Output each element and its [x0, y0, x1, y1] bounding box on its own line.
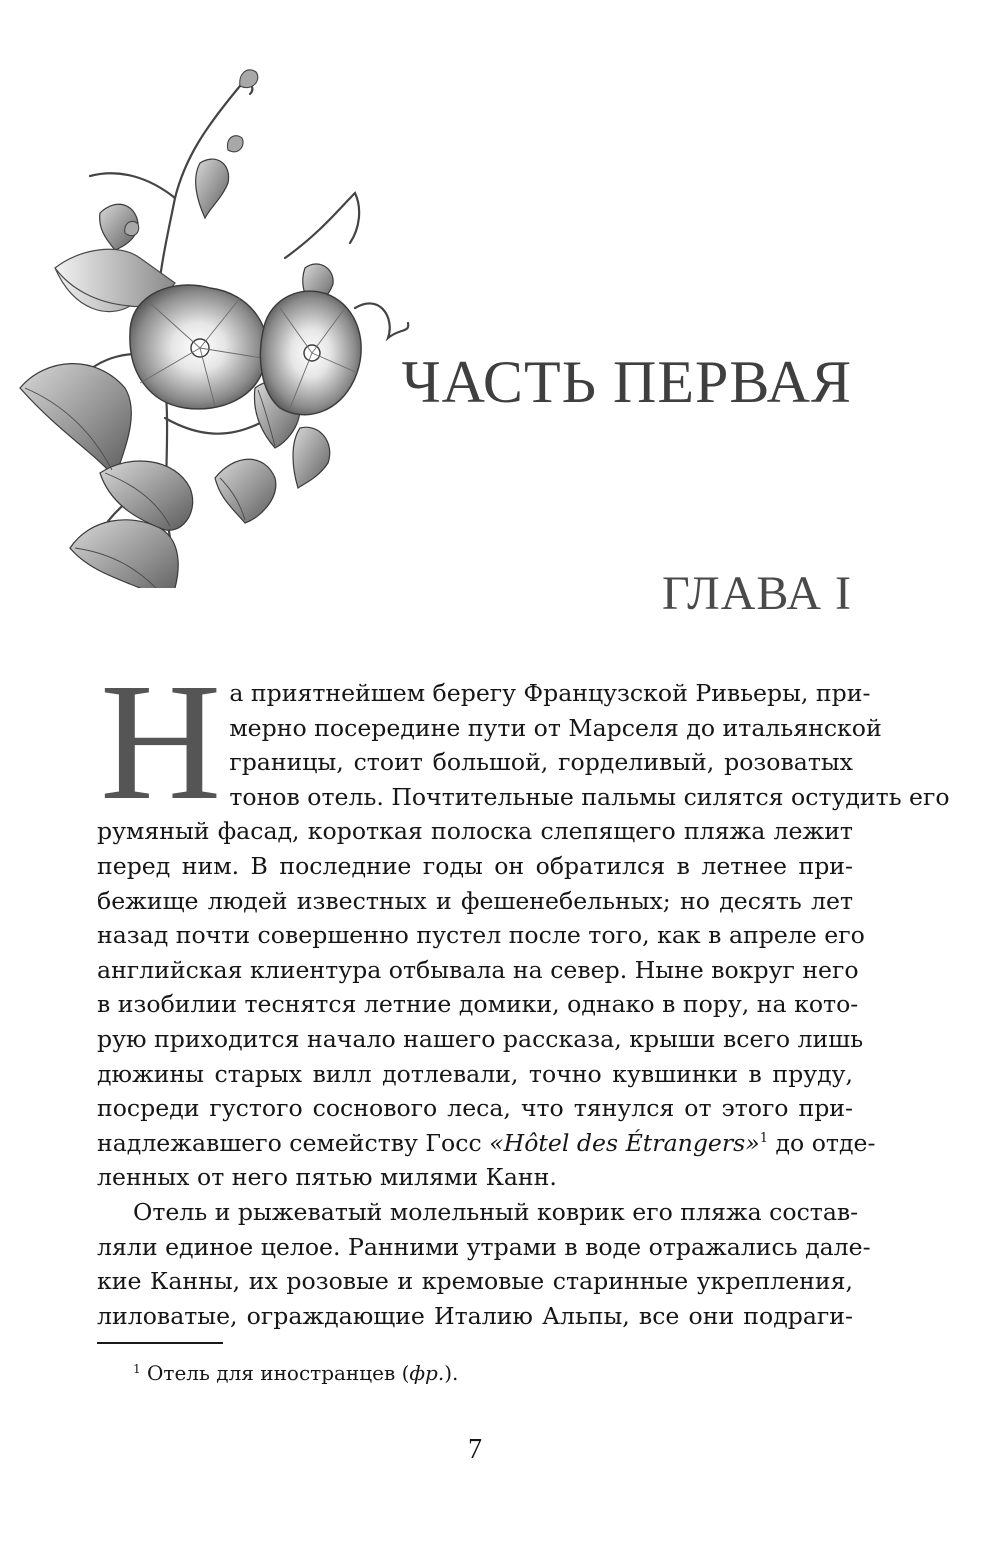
text-line: дюжины старых вилл дотлевали, точно кувшинки в пруду,: [97, 1059, 853, 1088]
text-line: перед ним. В последние годы он обратился в летнее при-: [97, 851, 853, 880]
text-line: назад почти совершенно пустел после того, как в апреле его: [97, 921, 865, 950]
text-line: границы, стоит большой, горделивый, розоватых: [229, 748, 853, 777]
drop-cap: Н: [100, 649, 222, 835]
text-line: бежище людей известных и фешенебельных; но десять лет: [97, 886, 853, 915]
text-fragment: до отде-: [768, 1128, 876, 1157]
text-line: посреди густого соснового леса, что тянулся от этого при-: [97, 1094, 853, 1123]
text-line: мерно посередине пути от Марселя до итальянской: [229, 713, 882, 742]
part-title: ЧАСТЬ ПЕРВАЯ: [401, 349, 852, 415]
footnote-mark: 1: [133, 1362, 141, 1376]
body-text: [97, 649, 950, 1333]
text-line: английская клиентура отбывала на север. Ныне вокруг него: [97, 955, 859, 984]
text-fragment: надлежавшего семейству Госс: [97, 1128, 490, 1157]
text-line: [97, 1126, 876, 1161]
text-line: кие Канны, их розовые и кремовые старинные укрепления,: [97, 1267, 853, 1296]
hotel-name: «Hôtel des Étrangers»: [489, 1128, 760, 1157]
text-line: Отель и рыжеватый молельный коврик его пляжа состав-: [133, 1197, 859, 1226]
page-number: 7: [468, 1434, 482, 1465]
footnote-divider: [97, 1342, 223, 1344]
footnote-text: Отель для иностранцев (: [147, 1361, 410, 1385]
text-line: ленных от него пятью милями Канн.: [97, 1163, 557, 1192]
text-line: в изобилии теснятся летние домики, однако в пору, на кото-: [97, 990, 859, 1019]
footnote-end: ).: [444, 1361, 459, 1385]
footnote-lang: фр.: [409, 1361, 445, 1385]
footnote: [133, 1361, 458, 1385]
text-line: румяный фасад, короткая полоска слепящего пляжа лежит: [97, 817, 853, 846]
text-line: а приятнейшем берегу Французской Ривьеры, при-: [229, 679, 871, 707]
text-line: ляли единое целое. Ранними утрами в воде отражались дале-: [97, 1232, 871, 1261]
text-line: лиловатые, ограждающие Италию Альпы, все они подраги-: [97, 1301, 853, 1330]
chapter-title: ГЛАВА I: [662, 567, 852, 620]
footnote-ref[interactable]: 1: [759, 1130, 768, 1146]
text-line: тонов отель. Почтительные пальмы силятся остудить его: [229, 782, 950, 811]
morning-glory-flowers-illustration: [0, 58, 430, 588]
text-line: рую приходится начало нашего рассказа, крыши всего лишь: [97, 1024, 864, 1053]
